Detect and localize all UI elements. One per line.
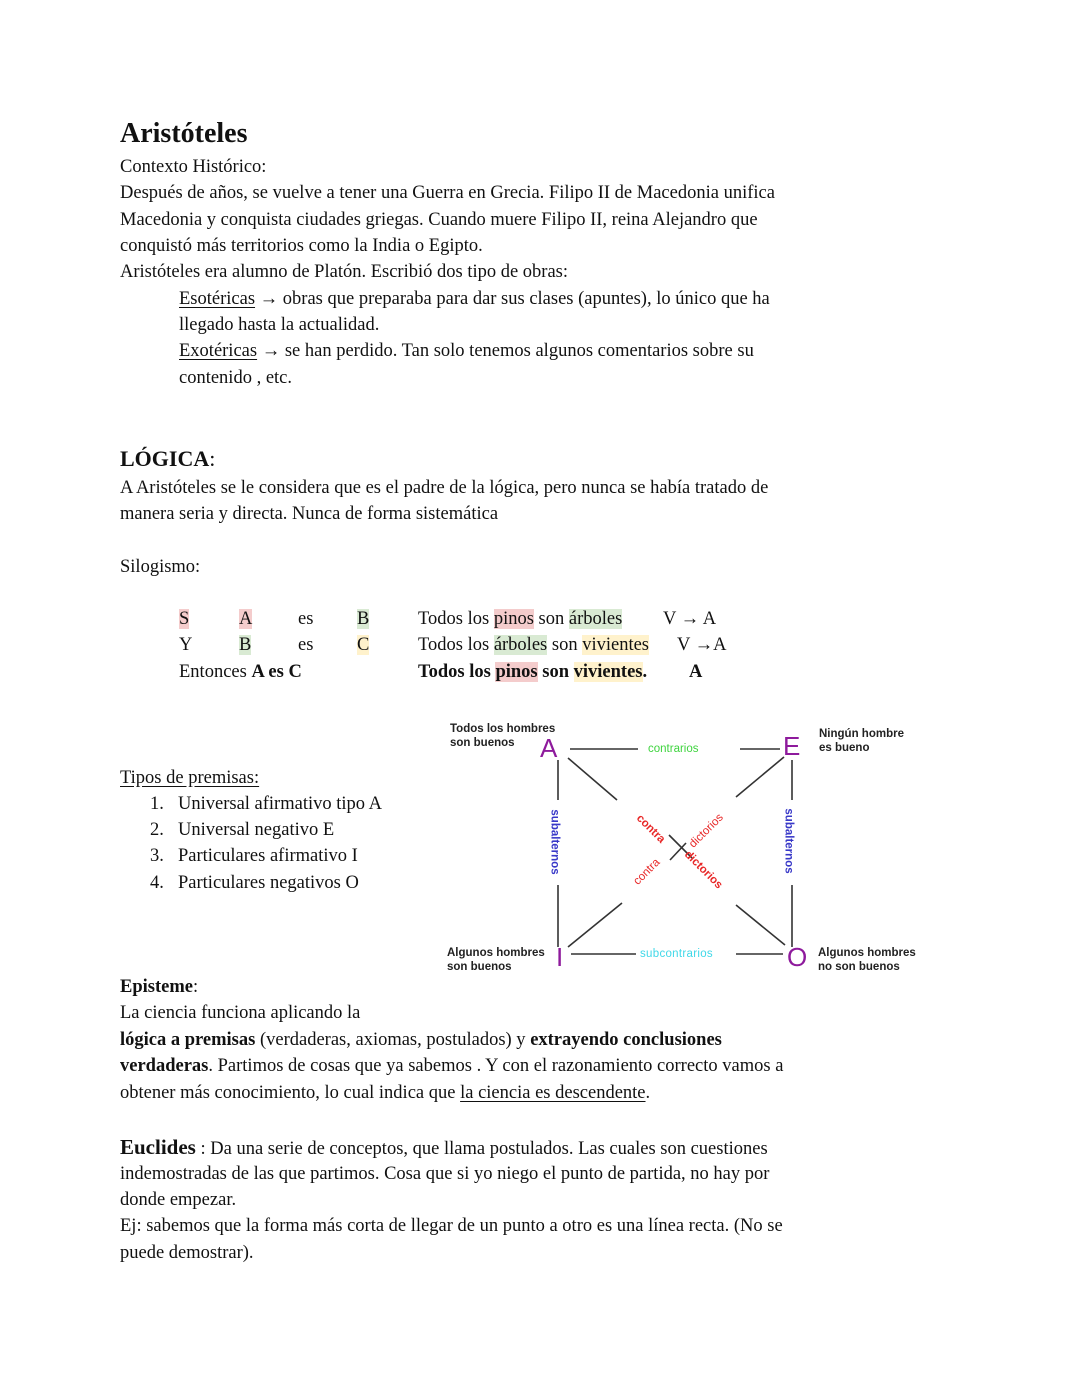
contexto-line: conquistó más territorios como la India o Egipto. — [120, 236, 483, 256]
corner-a-letter: A — [540, 733, 558, 763]
square-of-opposition-diagram — [440, 715, 930, 980]
text-bold: lógica a premisas — [120, 1030, 256, 1050]
euclides-line: Ej: sabemos que la forma más corta de llegar de un punto a otro es una línea recta. (No se — [120, 1216, 783, 1236]
text: A — [251, 662, 264, 682]
term-b: B — [239, 635, 252, 655]
obra-exotericas — [179, 338, 754, 364]
heading-colon: : — [209, 446, 216, 471]
text: Todos los — [418, 662, 496, 682]
euclides-line — [120, 1134, 768, 1162]
contexto-line: Después de años, se vuelve a tener una Guerra en Grecia. Filipo II de Macedonia unifica — [120, 183, 775, 203]
obra-desc: → obras que preparaba para dar sus clases (apuntes), lo único que ha — [255, 289, 770, 309]
relation-contradictorios-2a: contra — [631, 856, 663, 888]
silogismo-cell: Y — [179, 635, 193, 655]
euclides-line: puede demostrar). — [120, 1243, 254, 1263]
text: C — [288, 662, 302, 682]
text: . — [642, 662, 648, 682]
text-bold: extrayendo conclusiones — [530, 1030, 722, 1050]
relation-contrarios: contrarios — [648, 743, 699, 755]
text: Entonces — [179, 662, 252, 682]
premisa-item — [150, 817, 334, 843]
premisa-item — [150, 843, 358, 869]
logica-heading-text: LÓGICA — [120, 446, 210, 471]
word-arboles: árboles — [568, 609, 623, 629]
corner-i-letter: I — [556, 942, 564, 972]
label-line: Todos los hombres — [450, 723, 556, 735]
silogismo-cell: es — [298, 609, 314, 629]
word-vivientes: vivientes — [573, 662, 643, 682]
silogismo-conclusion — [179, 659, 302, 685]
list-text: Particulares afirmativo I — [178, 846, 358, 866]
relation-contradictorios-1a: contra — [633, 812, 668, 846]
relation-subcontrarios: subcontrarios — [640, 948, 713, 960]
episteme-heading — [120, 974, 198, 1000]
logica-line: A Aristóteles se le considera que es el padre de la lógica, pero nunca se había tratado de — [120, 478, 769, 498]
label-line: Ningún hombre — [819, 728, 904, 740]
episteme-line — [120, 1053, 783, 1079]
label-line: son buenos — [450, 737, 515, 749]
list-text: Universal afirmativo tipo A — [178, 794, 382, 814]
relation-contradictorios-2b: dictorios — [687, 811, 726, 851]
logica-line: manera seria y directa. Nunca de forma sistemática — [120, 504, 499, 524]
silogismo-cell — [357, 632, 369, 658]
word-arboles: árboles — [493, 635, 548, 655]
silogismo-example — [418, 632, 649, 658]
obra-esotericas — [179, 286, 770, 312]
silogismo-value: V → A — [663, 609, 717, 629]
word-pinos: pinos — [493, 609, 534, 629]
list-number: 2. — [150, 820, 164, 840]
relation-subalternos-left: subalternos — [548, 809, 561, 875]
silogismo-value: V →A — [677, 635, 727, 655]
silogismo-cell — [357, 606, 369, 632]
obra-term: Exotéricas — [179, 341, 258, 361]
word-vivientes: vivientes — [582, 635, 649, 655]
term-b: B — [357, 609, 370, 629]
text: es — [263, 662, 289, 682]
page-title: Aristóteles — [120, 118, 248, 149]
episteme-heading-text: Episteme — [120, 977, 193, 997]
label-line: es bueno — [819, 742, 870, 754]
episteme-line: La ciencia funciona aplicando la — [120, 1003, 361, 1023]
text: : Da una serie de conceptos, que llama postulados. Las cuales son cuestiones — [195, 1139, 768, 1159]
term-a: A — [239, 609, 253, 629]
text: (verdaderas, axiomas, postulados) y — [255, 1030, 531, 1050]
silogismo-label: Silogismo: — [120, 557, 201, 577]
label-line: son buenos — [447, 961, 512, 973]
contexto-line: Macedonia y conquista ciudades griegas. Cuando muere Filipo II, reina Alejandro que — [120, 210, 758, 230]
word-pinos: pinos — [495, 662, 538, 682]
alumno-line: Aristóteles era alumno de Platón. Escribió dos tipo de obras: — [120, 262, 569, 282]
corner-o-label — [818, 946, 916, 974]
premisa-item — [150, 791, 382, 817]
silogismo-cell: es — [298, 635, 314, 655]
silogismo-cell — [239, 606, 252, 632]
corner-e-letter: E — [783, 731, 801, 761]
text: son — [537, 662, 574, 682]
term-s: S — [179, 609, 190, 629]
episteme-line — [120, 1027, 722, 1053]
obra-desc-cont: contenido , etc. — [179, 368, 293, 388]
text-underlined: la ciencia es descendente — [460, 1083, 646, 1103]
silogismo-example — [418, 606, 622, 632]
logica-heading — [120, 445, 215, 473]
list-text: Particulares negativos O — [178, 873, 359, 893]
contexto-heading: Contexto Histórico: — [120, 157, 267, 177]
relation-contradictorios-1b: dictorios — [681, 848, 725, 892]
text-bold: verdaderas — [120, 1056, 209, 1076]
list-number: 3. — [150, 846, 164, 866]
corner-e-label — [819, 727, 904, 755]
text: Todos los — [418, 609, 494, 629]
text: son — [533, 609, 569, 629]
list-text: Universal negativo E — [178, 820, 335, 840]
silogismo-conclusion-example — [418, 659, 647, 685]
term-c: C — [357, 635, 370, 655]
text: . Partimos de cosas que ya sabemos . Y con el razonamiento correcto vamos a — [208, 1056, 784, 1076]
list-number: 4. — [150, 873, 164, 893]
obra-desc: → se han perdido. Tan solo tenemos algunos comentarios sobre su — [257, 341, 754, 361]
corner-o-letter: O — [787, 942, 808, 972]
list-number: 1. — [150, 794, 164, 814]
silogismo-cell — [179, 606, 189, 632]
text: Todos los — [418, 635, 494, 655]
euclides-name: Euclides — [120, 1135, 196, 1159]
text: obtener más conocimiento, lo cual indica que — [120, 1083, 461, 1103]
label-line: no son buenos — [818, 961, 900, 973]
label-line: Algunos hombres — [447, 947, 545, 959]
label-line: Algunos hombres — [818, 947, 916, 959]
heading-colon: : — [192, 977, 199, 997]
premisa-item — [150, 870, 359, 896]
episteme-line — [120, 1080, 650, 1106]
silogismo-value: A — [689, 662, 703, 682]
premisas-heading: Tipos de premisas: — [120, 768, 260, 788]
text: . — [645, 1083, 651, 1103]
euclides-line: donde empezar. — [120, 1190, 237, 1210]
obra-desc-cont: llegado hasta la actualidad. — [179, 315, 380, 335]
corner-i-label — [447, 946, 545, 974]
obra-term: Esotéricas — [179, 289, 256, 309]
relation-subalternos-right: subalternos — [782, 808, 795, 874]
silogismo-cell — [239, 632, 251, 658]
text: son — [547, 635, 583, 655]
euclides-line: indemostradas de las que partimos. Cosa que si yo niego el punto de partida, no hay por — [120, 1164, 770, 1184]
